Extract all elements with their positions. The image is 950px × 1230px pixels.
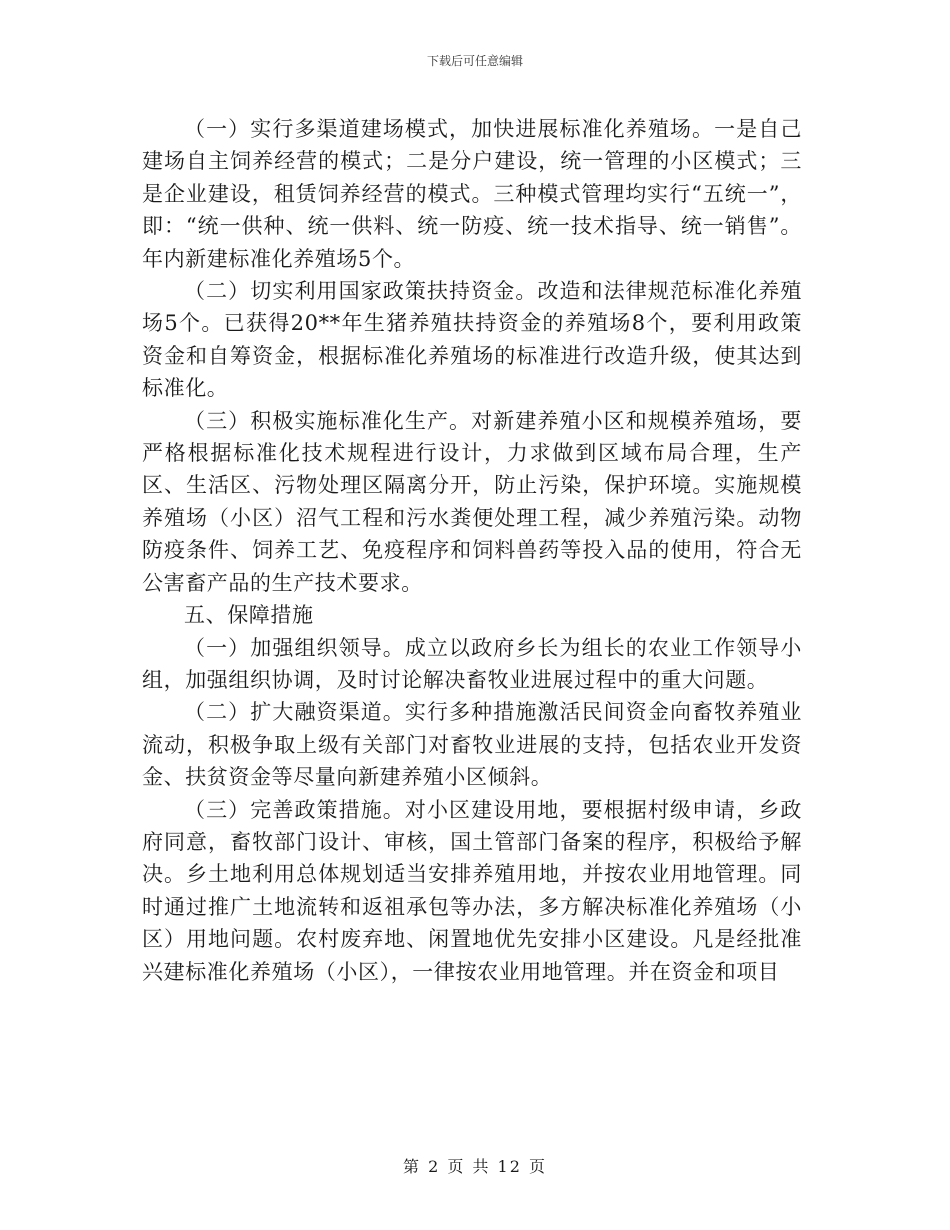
paragraph-1: （一）实行多渠道建场模式，加快进展标准化养殖场。一是自己建场自主饲养经营的模式；二是分户建设，统一管理的小区模式；三是企业建设，租赁饲养经营的模式。三种模式管理均实行“五统一”，即：“统一供种、统一供料、统一防疫、统一技术指导、统一销售”。年内新建标准化养殖场5个。: [142, 117, 802, 271]
paragraph-4: （一）加强组织领导。成立以政府乡长为组长的农业工作领导小组，加强组织协调，及时讨论解决畜牧业进展过程中的重大问题。: [142, 635, 802, 692]
paragraph-3: （三）积极实施标准化生产。对新建养殖小区和规模养殖场，要严格根据标准化技术规程进行设计，力求做到区域布局合理，生产区、生活区、污物处理区隔离分开，防止污染，保护环境。实施规模养殖场（小区）沼气工程和污水粪便处理工程，减少养殖污染。动物防疫条件、饲养工艺、免疫程序和饲料兽药等投入品的使用，符合无公害畜产品的生产技术要求。: [142, 408, 802, 595]
section-heading: 五、保障措施: [184, 603, 314, 628]
paragraph-2: （二）切实利用国家政策扶持资金。改造和法律规范标准化养殖场5个。已获得20**年生猪养殖扶持资金的养殖场8个，要利用政策资金和自筹资金，根据标准化养殖场的标准进行改造升级，使其达到标准化。: [142, 279, 802, 401]
paragraph-5: （二）扩大融资渠道。实行多种措施激活民间资金向畜牧养殖业流动，积极争取上级有关部门对畜牧业进展的支持，包括农业开发资金、扶贫资金等尽量向新建养殖小区倾斜。: [142, 700, 802, 790]
page-number-footer: 第 2 页 共 12 页: [403, 1157, 547, 1176]
document-body: [142, 113, 802, 988]
page-header-note: 下载后可任意编辑: [426, 54, 523, 68]
paragraph-6: （三）完善政策措施。对小区建设用地，要根据村级申请，乡政府同意，畜牧部门设计、审核，国土管部门备案的程序，积极给予解决。乡土地利用总体规划适当安排养殖用地，并按农业用地管理。同时通过推广土地流转和返祖承包等办法，多方解决标准化养殖场（小区）用地问题。农村废弃地、闲置地优先安排小区建设。凡是经批准兴建标准化养殖场（小区），一律按农业用地管理。并在资金和项目: [142, 797, 802, 984]
